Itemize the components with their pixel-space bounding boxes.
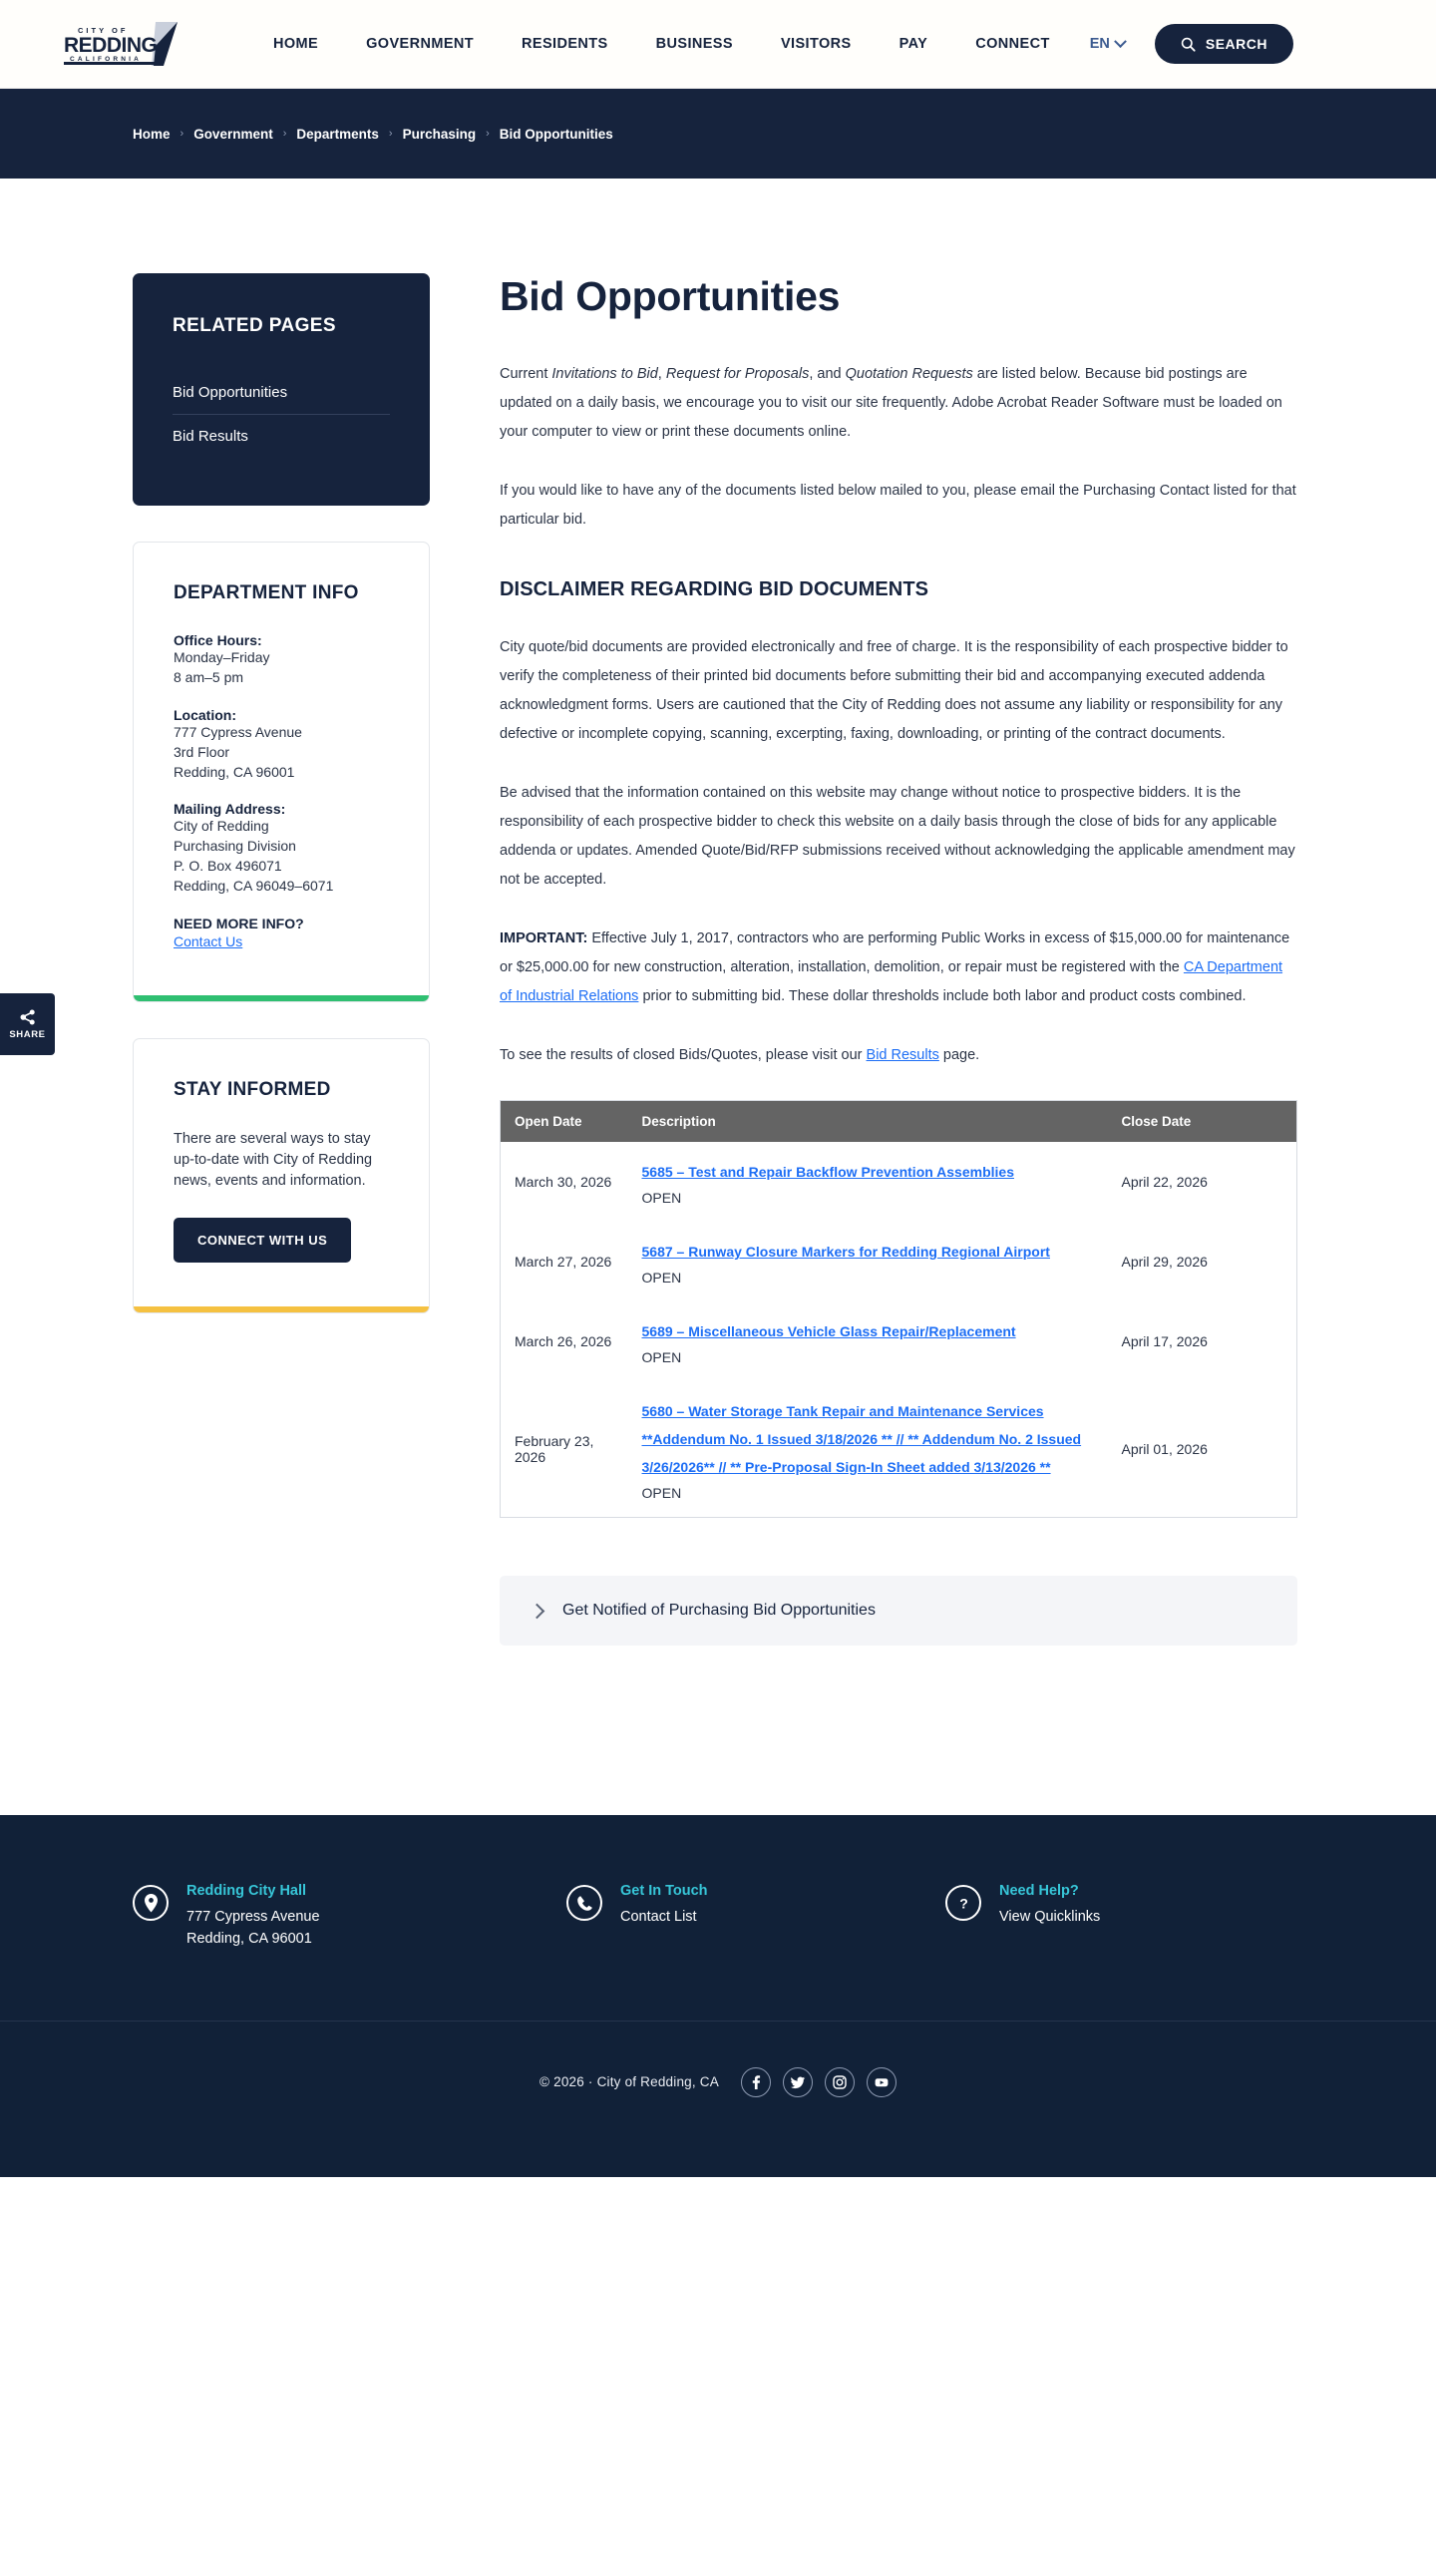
mailing-address-line: Redding, CA 96049–6071 xyxy=(174,878,334,894)
search-button[interactable] xyxy=(1155,24,1293,64)
site-header xyxy=(0,0,1436,89)
nav-item-home[interactable]: HOME xyxy=(273,36,319,52)
breadcrumb-item-current: Bid Opportunities xyxy=(499,126,613,142)
mailing-address-group xyxy=(174,801,389,897)
breadcrumb-item-home[interactable]: Home xyxy=(133,126,171,142)
contact-us-link[interactable]: Contact Us xyxy=(174,932,243,949)
status-badge: OPEN xyxy=(641,1190,682,1206)
status-badge: OPEN xyxy=(641,1349,682,1365)
intro-text: , and xyxy=(809,366,846,382)
intro-emphasis-quotation: Quotation Requests xyxy=(845,366,973,382)
intro-emphasis-rfp: Request for Proposals xyxy=(665,366,810,382)
cell-close-date: April 17, 2026 xyxy=(1108,1301,1297,1381)
cell-description xyxy=(628,1222,1108,1301)
facebook-icon[interactable] xyxy=(741,2067,771,2097)
cell-open-date: February 23, 2026 xyxy=(501,1381,628,1518)
bid-results-link[interactable]: Bid Results xyxy=(866,1047,939,1063)
related-pages-title: RELATED PAGES xyxy=(173,315,336,336)
svg-text:CALIFORNIA: CALIFORNIA xyxy=(70,56,143,63)
svg-text:?: ? xyxy=(958,1895,968,1911)
search-icon xyxy=(1181,37,1196,52)
footer-column-city-hall xyxy=(133,1883,566,1951)
intro-paragraph-2: If you would like to have any of the documents listed below mailed to you, please email the Purchasing Contact listed for that particular bid. xyxy=(500,483,1296,528)
intro-text: are listed below. Because bid postings are updated on a daily basis, we encourage you to visit our site frequently. Adobe Acrobat Reader Software must be loaded on your computer to view or print these documents online. xyxy=(500,366,1282,440)
mailing-address-line: Purchasing Division xyxy=(174,838,296,855)
nav-item-business[interactable]: BUSINESS xyxy=(655,36,733,52)
important-text: Effective July 1, 2017, contractors who are performing Public Works in excess of $15,000.00 for maintenance or $25,000.00 for new construction, alteration, installation, demolition, or repair must be registered with the xyxy=(500,930,1290,975)
share-icon xyxy=(20,1009,36,1025)
site-footer xyxy=(0,1815,1436,2177)
get-notified-accordion[interactable] xyxy=(500,1576,1297,1646)
breadcrumb-separator-icon: › xyxy=(486,128,490,140)
accordion-label: Get Notified of Purchasing Bid Opportunities xyxy=(562,1602,876,1619)
footer-column-text xyxy=(620,1883,708,1929)
location-pin-glyph xyxy=(144,1894,159,1913)
column-header-close-date: Close Date xyxy=(1108,1101,1297,1143)
share-tab-label: SHARE xyxy=(9,1028,46,1040)
footer-column-text xyxy=(999,1883,1100,1929)
nav-item-connect[interactable]: CONNECT xyxy=(975,36,1050,52)
important-label: IMPORTANT: xyxy=(500,930,588,946)
table-row xyxy=(501,1381,1297,1518)
table-header xyxy=(501,1101,1297,1143)
department-info-card xyxy=(133,542,430,1002)
instagram-glyph xyxy=(832,2074,848,2090)
footer-link-contact-list[interactable]: Contact List xyxy=(620,1909,697,1925)
breadcrumb-item-government[interactable]: Government xyxy=(193,126,273,142)
cell-description xyxy=(628,1142,1108,1222)
phone-icon xyxy=(566,1885,602,1921)
footer-column-get-in-touch xyxy=(566,1883,945,1951)
copyright-text: © 2026 · City of Redding, CA xyxy=(539,2074,719,2089)
language-label: EN xyxy=(1089,36,1110,52)
status-badge: OPEN xyxy=(641,1270,682,1286)
cell-description xyxy=(628,1381,1108,1518)
location-line: 777 Cypress Avenue xyxy=(174,723,302,740)
cell-open-date: March 27, 2026 xyxy=(501,1222,628,1301)
bid-results-text: To see the results of closed Bids/Quotes, please visit our xyxy=(500,1047,867,1063)
breadcrumb-separator-icon: › xyxy=(388,128,393,140)
table-body xyxy=(501,1142,1297,1518)
page-title: Bid Opportunities xyxy=(500,273,841,319)
mailing-address-label: Mailing Address: xyxy=(174,801,286,818)
site-logo[interactable] xyxy=(60,16,189,72)
bid-link[interactable]: 5689 – Miscellaneous Vehicle Glass Repair/Replacement xyxy=(641,1323,1016,1339)
phone-glyph xyxy=(576,1895,593,1912)
social-links xyxy=(741,2067,897,2097)
sidebar xyxy=(133,273,430,1313)
svg-text:REDDING: REDDING xyxy=(64,34,158,57)
office-hours-line: 8 am–5 pm xyxy=(174,668,244,685)
cell-open-date: March 30, 2026 xyxy=(501,1142,628,1222)
cell-close-date: April 22, 2026 xyxy=(1108,1142,1297,1222)
location-pin-icon xyxy=(133,1885,169,1921)
cell-open-date: March 26, 2026 xyxy=(501,1301,628,1381)
location-group xyxy=(174,707,389,783)
footer-heading-city-hall[interactable]: Redding City Hall xyxy=(186,1883,307,1899)
column-header-open-date: Open Date xyxy=(501,1101,628,1143)
facebook-glyph xyxy=(748,2074,764,2090)
question-mark-icon xyxy=(945,1885,981,1921)
sidebar-item-bid-results[interactable]: Bid Results xyxy=(173,414,390,458)
nav-item-visitors[interactable]: VISITORS xyxy=(780,36,852,52)
question-mark-glyph xyxy=(955,1895,972,1912)
intro-text: , xyxy=(657,366,666,382)
logo-graphic xyxy=(60,16,189,72)
chevron-right-icon xyxy=(530,1603,545,1619)
intro-paragraph-1 xyxy=(500,360,1297,447)
twitter-icon[interactable] xyxy=(783,2067,813,2097)
office-hours-label: Office Hours: xyxy=(174,632,262,648)
table-row xyxy=(501,1301,1297,1381)
search-button-label: SEARCH xyxy=(1205,36,1267,52)
stay-informed-title: STAY INFORMED xyxy=(174,1078,331,1100)
footer-bottom-bar xyxy=(0,2021,1436,2177)
status-badge: OPEN xyxy=(641,1485,682,1501)
connect-with-us-button[interactable]: CONNECT WITH US xyxy=(174,1218,351,1263)
svg-text:CITY OF: CITY OF xyxy=(78,26,129,35)
mailing-address-line: City of Redding xyxy=(174,818,269,835)
disclaimer-paragraph-2: Be advised that the information contained on this website may change without notice to prospective bidders. It is the responsibility of each prospective bidder to check this website on a daily basis through the close of bids for any applicable addenda or updates. Amended Quote/Bid/RFP submissions received without acknowledging the applicable amendment may not be accepted. xyxy=(500,785,1295,888)
mailing-address-line: P. O. Box 496071 xyxy=(174,858,282,875)
nav-item-government[interactable]: GOVERNMENT xyxy=(366,36,475,52)
footer-column-need-help xyxy=(945,1883,1303,1951)
cell-description xyxy=(628,1301,1108,1381)
disclaimer-paragraph-1: City quote/bid documents are provided electronically and free of charge. It is the responsibility of each prospective bidder to verify the completeness of their printed bid documents before submitting their bid and accompanying executed addenda acknowledgment forms. Users are cautioned that the City of Redding does not assume any liability or responsibility for any defective or incomplete copying, scanning, excerpting, faxing, downloading, or printing of the contract documents. xyxy=(500,639,1288,742)
bid-results-paragraph xyxy=(500,1041,1297,1070)
table-header-row xyxy=(501,1101,1297,1143)
footer-columns xyxy=(0,1883,1436,2021)
disclaimer-section-title: DISCLAIMER REGARDING BID DOCUMENTS xyxy=(500,578,929,600)
breadcrumb-item-departments[interactable]: Departments xyxy=(296,126,379,142)
footer-column-text xyxy=(186,1883,320,1951)
sidebar-item-bid-opportunities[interactable]: Bid Opportunities xyxy=(173,384,288,401)
nav-item-pay[interactable]: PAY xyxy=(898,36,928,52)
breadcrumb-bar xyxy=(0,89,1436,179)
footer-line: Redding, CA 96001 xyxy=(186,1930,312,1947)
footer-heading-need-help[interactable]: Need Help? xyxy=(999,1883,1079,1899)
bid-opportunities-table xyxy=(500,1100,1297,1518)
chevron-down-icon xyxy=(1114,35,1127,48)
main-navigation xyxy=(249,24,1436,64)
bid-results-text: page. xyxy=(938,1047,980,1063)
bid-link[interactable]: 5680 – Water Storage Tank Repair and Maintenance Services **Addendum No. 1 Issued 3/18/2026 ** // ** Addendum No. 2 Issued 3/26/2026** // ** Pre-Proposal Sign-In Sheet added 3/13/2026 ** xyxy=(641,1403,1082,1475)
nav-item-residents[interactable]: RESIDENTS xyxy=(522,36,608,52)
main-content xyxy=(500,273,1297,1815)
office-hours-group xyxy=(174,632,389,688)
important-text: prior to submitting bid. These dollar thresholds include both labor and product costs combined. xyxy=(638,988,1247,1004)
bid-link[interactable]: 5687 – Runway Closure Markers for Redding Regional Airport xyxy=(641,1244,1050,1260)
breadcrumb xyxy=(133,127,613,142)
location-label: Location: xyxy=(174,706,236,723)
bid-link[interactable]: 5685 – Test and Repair Backflow Prevention Assemblies xyxy=(641,1164,1014,1180)
ca-department-industrial-relations-link[interactable]: CA Department of Industrial Relations xyxy=(500,959,1283,1004)
stay-informed-card xyxy=(133,1038,430,1313)
stay-informed-accent-bar xyxy=(134,1306,429,1312)
youtube-icon[interactable] xyxy=(867,2067,897,2097)
youtube-glyph xyxy=(874,2074,890,2090)
breadcrumb-separator-icon: › xyxy=(180,128,184,140)
need-more-info-label: NEED MORE INFO? xyxy=(174,915,304,931)
office-hours-line: Monday–Friday xyxy=(174,649,270,665)
cell-close-date: April 29, 2026 xyxy=(1108,1222,1297,1301)
important-paragraph xyxy=(500,924,1297,1011)
cell-close-date: April 01, 2026 xyxy=(1108,1381,1297,1518)
language-selector[interactable] xyxy=(1074,26,1141,62)
location-line: Redding, CA 96001 xyxy=(174,763,295,780)
column-header-description: Description xyxy=(628,1101,1108,1143)
footer-line: 777 Cypress Avenue xyxy=(186,1909,320,1925)
related-pages-card xyxy=(133,273,430,506)
bottom-spacer xyxy=(500,1646,1297,1815)
instagram-icon[interactable] xyxy=(825,2067,855,2097)
footer-link-view-quicklinks[interactable]: View Quicklinks xyxy=(999,1909,1101,1925)
table-row xyxy=(501,1222,1297,1301)
department-info-title: DEPARTMENT INFO xyxy=(174,582,359,603)
share-tab[interactable] xyxy=(0,993,55,1055)
twitter-glyph xyxy=(790,2074,806,2090)
intro-emphasis-invitations: Invitations to Bid xyxy=(551,366,658,382)
table-row xyxy=(501,1142,1297,1222)
intro-text: Current xyxy=(500,366,552,382)
breadcrumb-separator-icon: › xyxy=(282,128,287,140)
location-line: 3rd Floor xyxy=(174,743,230,760)
breadcrumb-item-purchasing[interactable]: Purchasing xyxy=(402,126,477,142)
footer-heading-get-in-touch[interactable]: Get In Touch xyxy=(620,1883,708,1899)
stay-informed-text: There are several ways to stay up-to-date with City of Redding news, events and information. xyxy=(174,1130,373,1189)
department-info-accent-bar xyxy=(134,995,429,1001)
page-body xyxy=(0,179,1436,1815)
